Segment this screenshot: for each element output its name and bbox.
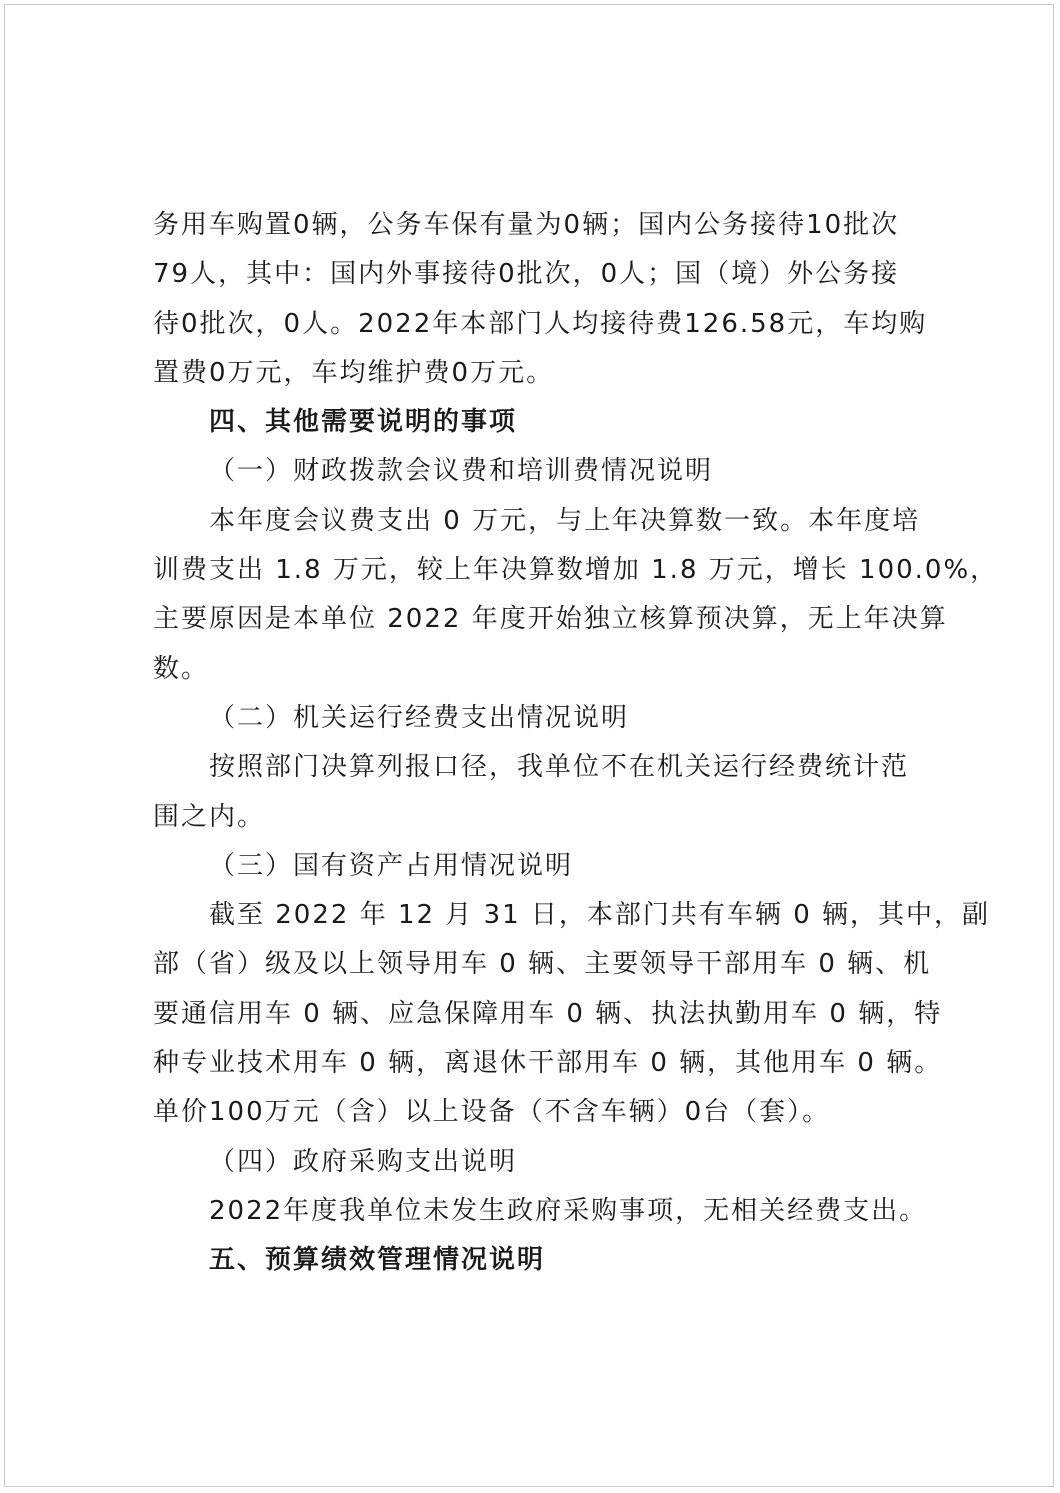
paragraph-line: 务用车购置0辆，公务车保有量为0辆；国内公务接待10批次	[153, 210, 900, 240]
paragraph-line: 待0批次，0人。2022年本部门人均接待费126.58元，车均购	[153, 308, 928, 339]
subsection-heading: （三）国有资产占用情况说明	[209, 850, 574, 881]
section-heading: 四、其他需要说明的事项	[209, 407, 518, 438]
paragraph-line: 部（省）级及以上领导用车 0 辆、主要领导干部用车 0 辆、机	[153, 949, 932, 980]
subsection-heading: （二）机关运行经费支出情况说明	[209, 702, 630, 733]
subsection-heading: （一）财政拨款会议费和培训费情况说明	[209, 456, 714, 487]
paragraph-line: 置费0万元，车均维护费0万元。	[153, 357, 555, 388]
paragraph-line: 数。	[153, 653, 210, 684]
section-heading: 五、预算绩效管理情况说明	[209, 1245, 546, 1276]
subsection-heading: （四）政府采购支出说明	[209, 1146, 518, 1177]
document-page	[4, 4, 1054, 1487]
paragraph-line: 主要原因是本单位 2022 年度开始独立核算预决算，无上年决算	[153, 604, 948, 635]
paragraph-line: 要通信用车 0 辆、应急保障用车 0 辆、执法执勤用车 0 辆，特	[153, 998, 943, 1029]
paragraph-line: 单价100万元（含）以上设备（不含车辆）0台（套）。	[153, 1097, 831, 1128]
paragraph-line: 本年度会议费支出 0 万元，与上年决算数一致。本年度培	[209, 505, 921, 536]
paragraph-line: 种专业技术用车 0 辆，离退休干部用车 0 辆，其他用车 0 辆。	[153, 1048, 943, 1079]
paragraph-line: 围之内。	[153, 801, 266, 832]
paragraph-line: 79人，其中：国内外事接待0批次，0人；国（境）外公务接	[153, 259, 900, 290]
paragraph-line: 训费支出 1.8 万元，较上年决算数增加 1.8 万元，增长 100.0%，	[153, 555, 999, 586]
paragraph-line: 截至 2022 年 12 月 31 日，本部门共有车辆 0 辆，其中，副	[209, 900, 990, 931]
document-body	[153, 201, 999, 1286]
paragraph-line: 2022年度我单位未发生政府采购事项，无相关经费支出。	[209, 1195, 928, 1226]
paragraph-line: 按照部门决算列报口径，我单位不在机关运行经费统计范	[209, 752, 910, 783]
